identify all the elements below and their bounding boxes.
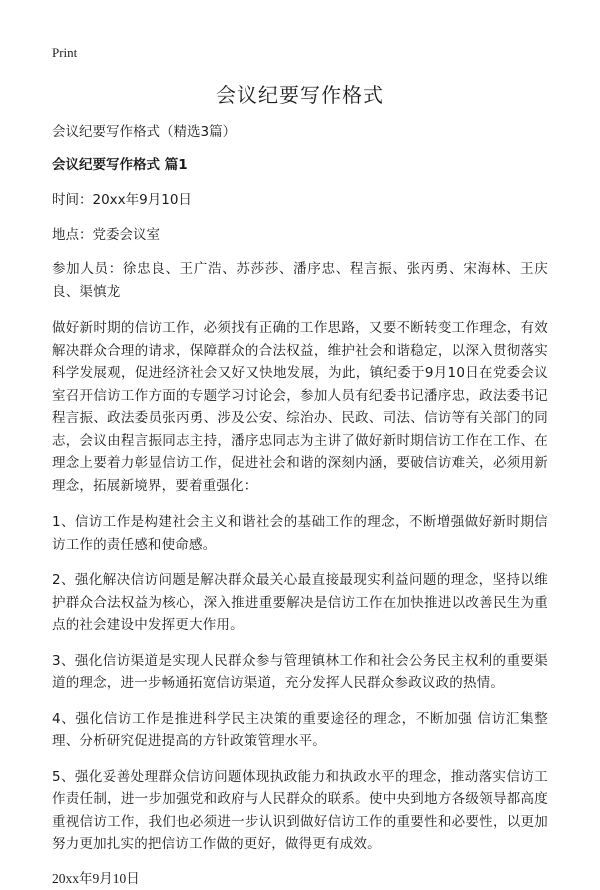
closing-date: 20xx年9月10日 — [52, 870, 140, 886]
meeting-place: 地点：党委会议室 — [52, 227, 160, 243]
page-title: 会议纪要写作格式 — [216, 83, 384, 107]
point-item: 5、强化妥善处理群众信访问题体现执政能力和执政水平的理念，推动落实信访工作责任制，进一步加强党和政府与人民群众的联系。使中央到地方各级领导都高度重视信访工作，我们也必须进一步认识到做好信访工作的重要性和必要性，以更加努力更加扎实的把信访工作做的更好，做得更有成效。 — [52, 768, 548, 852]
meeting-participants: 参加人员：徐忠良、王广浩、苏莎莎、潘序忠、程言振、张丙勇、宋海林、王庆良、渠慎龙 — [52, 261, 548, 300]
point-item: 4、强化信访工作是推进科学民主决策的重要途径的理念，不断加强 信访汇集整理、分析研究促进提高的方针政策管理水平。 — [52, 710, 548, 749]
point-item: 2、强化解决信访问题是解决群众最关心最直接最现实利益问题的理念，坚持以维护群众合法权益为核心，深入推进重要解决是信访工作在加快推进以改善民生为重点的社会建设中发挥更大作用。 — [52, 572, 548, 633]
intro-paragraph: 做好新时期的信访工作，必须找有正确的工作思路，又要不断转变工作理念，有效解决群众合理的请求，保障群众的合法权益，维护社会和谐稳定，以深入贯彻落实科学发展观，促进经济社会又好又快地发展，为此，镇纪委于9月10日在党委会议室召开信访工作方面的专题学习讨论会，参加人员有纪委书记潘序忠，政法委书记程言振、政法委员张丙勇、涉及公安、综治办、民政、司法、信访等有关部门的同志，会议由程言振同志主持，潘序忠同志为主讲了做好新时期信访工作在工作、在理念上要着力彰显信访工作，促进社会和谐的深刻内涵，要破信访难关，必须用新理念，拓展新境界，要着重强化： — [52, 320, 548, 494]
document-subtitle: 会议纪要写作格式（精选3篇） — [52, 124, 237, 140]
meeting-time: 时间：20xx年9月10日 — [52, 192, 192, 208]
point-item: 1、信访工作是构建社会主义和谐社会的基础工作的理念，不断增强做好新时期信访工作的责任感和使命感。 — [52, 514, 548, 553]
point-item: 3、强化信访渠道是实现人民群众参与管理镇林工作和社会公务民主权利的重要渠道的理念，进一步畅通拓宽信访渠道，充分发挥人民群众参政议政的热情。 — [52, 652, 548, 691]
print-link[interactable]: Print — [52, 45, 78, 60]
section-heading: 会议纪要写作格式 篇1 — [52, 157, 188, 173]
